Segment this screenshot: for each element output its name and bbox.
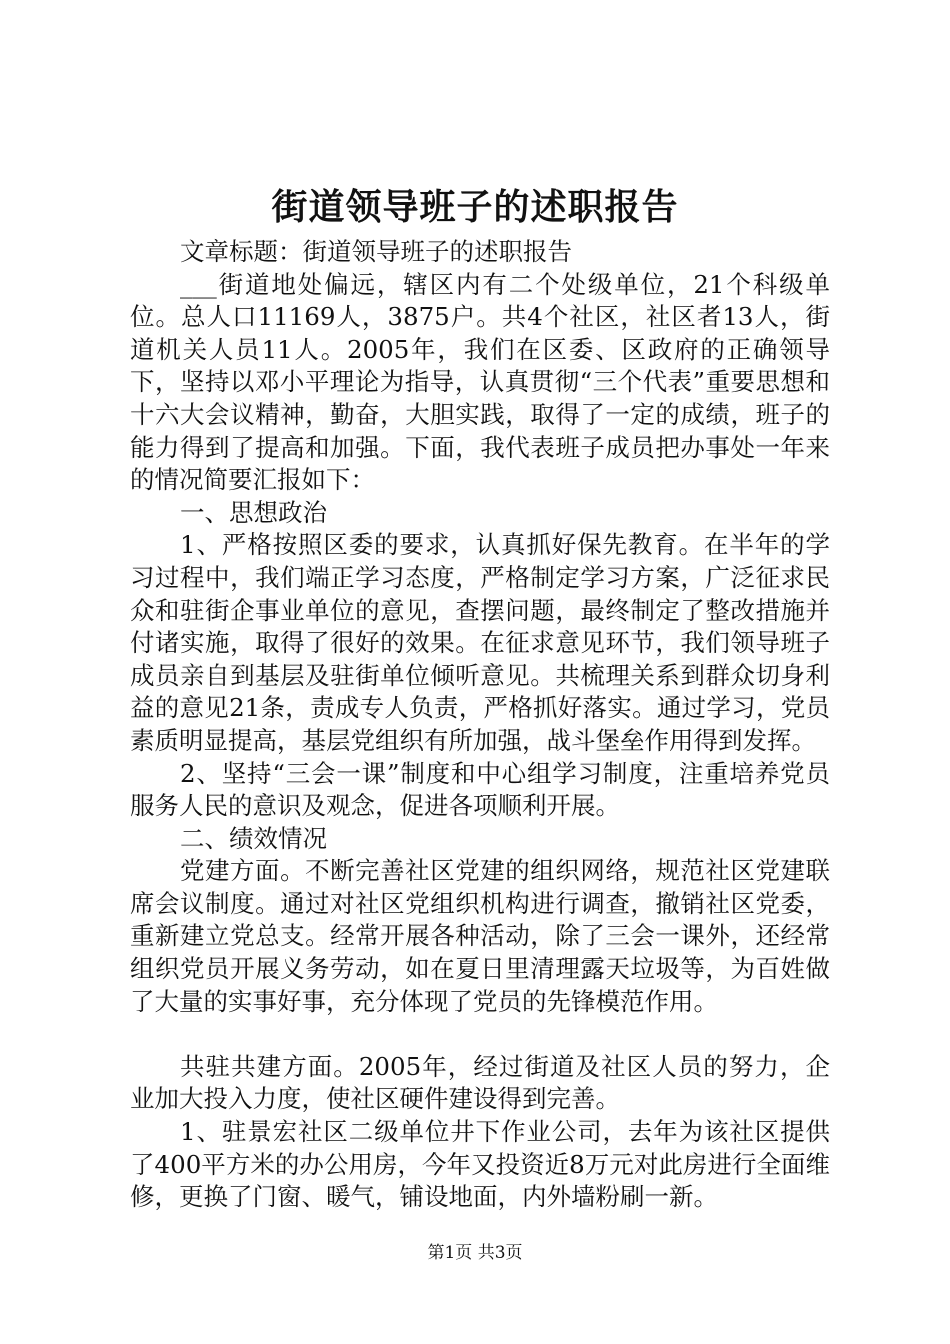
paragraph-co-building: 共驻共建方面。2005年，经过街道及社区人员的努力，企业加大投入力度，使社区硬件建设得到完善。: [130, 1051, 830, 1114]
intro-paragraph: ___街道地处偏远，辖区内有二个处级单位，21个科级单位。总人口11169人，3875户。共4个社区，社区者13人，街道机关人员11人。2005年，我们在区委、区政府的正确领导下，坚持以邓小平理论为指导，认真贯彻“三个代表”重要思想和十六大会议精神，勤奋，大胆实践，取得了一定的成绩，班子的能力得到了提高和加强。下面，我代表班子成员把办事处一年来的情况简要汇报如下：: [130, 269, 830, 495]
page-indicator: 第1页 共3页: [427, 1243, 523, 1263]
paragraph-politics-2: 2、坚持“三会一课”制度和中心组学习制度，注重培养党员服务人民的意识及观念，促进各项顺利开展。: [130, 758, 830, 821]
article-title-line: 文章标题：街道领导班子的述职报告: [180, 237, 572, 266]
paragraph-party-building: 党建方面。不断完善社区党建的组织网络，规范社区党建联席会议制度。通过对社区党组织机构进行调查，撤销社区党委，重新建立党总支。经常开展各种活动，除了三会一课外，还经常组织党员开展义务劳动，如在夏日里清理露天垃圾等，为百姓做了大量的实事好事，充分体现了党员的先锋模范作用。: [130, 856, 830, 1016]
document-title: 街道领导班子的述职报告: [271, 186, 679, 228]
document-body: [130, 236, 830, 1214]
paragraph-politics-1: 1、严格按照区委的要求，认真抓好保先教育。在半年的学习过程中，我们端正学习态度，严格制定学习方案，广泛征求民众和驻街企事业单位的意见，查摆问题，最终制定了整改措施并付诸实施，取得了很好的效果。在征求意见环节，我们领导班子成员亲自到基层及驻街单位倾听意见。共梳理关系到群众切身利益的意见21条，责成专人负责，严格抓好落实。通过学习，党员素质明显提高，基层党组织有所加强，战斗堡垒作用得到发挥。: [130, 530, 830, 755]
section-heading-performance: 二、绩效情况: [180, 823, 327, 853]
section-heading-politics: 一、思想政治: [180, 497, 327, 527]
paragraph-co-building-1: 1、驻景宏社区二级单位井下作业公司，去年为该社区提供了400平方米的办公用房，今年又投资近8万元对此房进行全面维修，更换了门窗、暖气，铺设地面，内外墙粉刷一新。: [130, 1117, 830, 1212]
